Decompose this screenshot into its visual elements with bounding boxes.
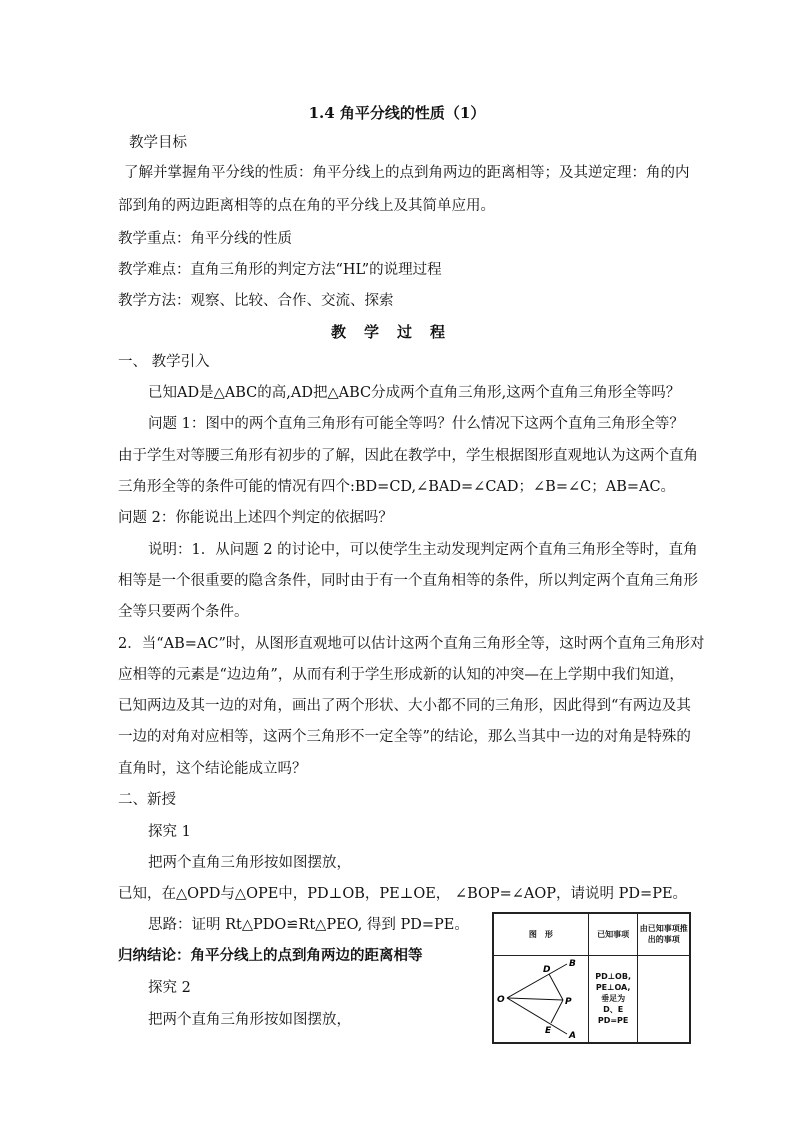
proof-idea: 思路：证明 Rt△PDO≌Rt△PEO, 得到 PD=PE。	[148, 917, 469, 933]
section-1-heading: 一、 教学引入	[118, 354, 210, 370]
label-d: D	[542, 964, 551, 975]
question-1-line-2: 由于学生对等腰三角形有初步的了解，因此在教学中，学生根据图形直观地认为这两个直角	[118, 448, 698, 464]
table-derived-cell	[638, 955, 690, 1043]
explore-2-label: 探究 2	[148, 980, 191, 996]
label-a: A	[568, 1030, 576, 1040]
known-item: PE⊥OA,	[595, 983, 631, 992]
table-header-known: 已知事项	[588, 913, 638, 955]
angle-bisector-figure	[495, 956, 587, 1040]
known-item: PD⊥OB,	[595, 972, 631, 981]
section-2-heading: 二、新授	[118, 792, 176, 808]
objectives-label: 教学目标	[129, 135, 187, 151]
note-2-line-3: 已知两边及其一边的对角，画出了两个形状、大小都不同的三角形，因此得到“有两边及其	[118, 698, 691, 714]
note-1-line-2: 相等是一个很重要的隐含条件，同时由于有一个直角相等的条件，所以判定两个直角三角形	[118, 573, 698, 589]
difficulty: 教学难点：直角三角形的判定方法“HL”的说理过程	[118, 262, 442, 278]
note-1-line-3: 全等只要两个条件。	[118, 604, 249, 620]
known-item: 垂足为	[601, 994, 626, 1003]
note-2-line-1: 2．当“AB=AC”时，从图形直观地可以估计这两个直角三角形全等，这时两个直角三角形对	[118, 636, 705, 652]
page-title: 1.4 角平分线的性质（1）	[308, 104, 486, 122]
given-statement: 已知，在△OPD与△OPE中，PD⊥OB，PE⊥OE， ∠BOP=∠AOP，请说明 PD=PE。	[118, 886, 688, 902]
question-1: 问题 1：图中的两个直角三角形有可能全等吗？什么情况下这两个直角三角形全等？	[148, 416, 684, 432]
explore-1-label: 探究 1	[148, 824, 191, 840]
table-header-figure: 图 形	[493, 913, 588, 955]
label-p: P	[564, 996, 572, 1007]
note-2-line-2: 应相等的元素是“边边角”，从而有利于学生形成新的认知的冲突—在上学期中我们知道，	[118, 667, 684, 683]
label-b: B	[568, 958, 576, 969]
process-heading: 教学过程	[330, 323, 463, 341]
known-item: PD=PE	[597, 1016, 629, 1025]
note-2-line-4: 一边的对角对应相等，这两个三角形不一定全等”的结论，那么当其中一边的对角是特殊的	[118, 729, 691, 745]
methods: 教学方法：观察、比较、合作、交流、探索	[118, 293, 394, 309]
objective-text-1: 了解并掌握角平分线的性质：角平分线上的点到角两边的距离相等；及其逆定理：角的内	[124, 165, 690, 181]
label-e: E	[544, 1025, 552, 1036]
known-item: D、E	[603, 1005, 624, 1014]
table-header-derived: 由已知事项推出的事项	[638, 913, 690, 955]
question-2: 问题 2：你能说出上述四个判定的依据吗？	[118, 510, 393, 526]
explore-2-setup: 把两个直角三角形按如图摆放，	[148, 1012, 351, 1028]
key-point: 教学重点：角平分线的性质	[118, 231, 292, 247]
intro-text: 已知AD是△ABC的高,AD把△ABC分成两个直角三角形,这两个直角三角形全等吗？	[148, 385, 681, 401]
note-2-line-5: 直角时，这个结论能成立吗？	[118, 761, 307, 777]
table-figure-cell	[493, 955, 588, 1043]
table-known-cell	[588, 955, 638, 1043]
objective-text-2: 部到角的两边距离相等的点在角的平分线上及其简单应用。	[118, 198, 495, 214]
label-o: O	[496, 994, 505, 1005]
property-table	[492, 912, 691, 1044]
note-1-line-1: 说明：1．从问题 2 的讨论中，可以使学生主动发现判定两个直角三角形全等时，直角	[148, 542, 698, 558]
conclusion: 归纳结论：角平分线上的点到角两边的距离相等	[118, 947, 423, 964]
question-1-line-3: 三角形全等的条件可能的情况有四个:BD=CD,∠BAD=∠CAD；∠B=∠C；AB=AC。	[118, 479, 676, 495]
explore-1-setup: 把两个直角三角形按如图摆放，	[148, 855, 351, 871]
